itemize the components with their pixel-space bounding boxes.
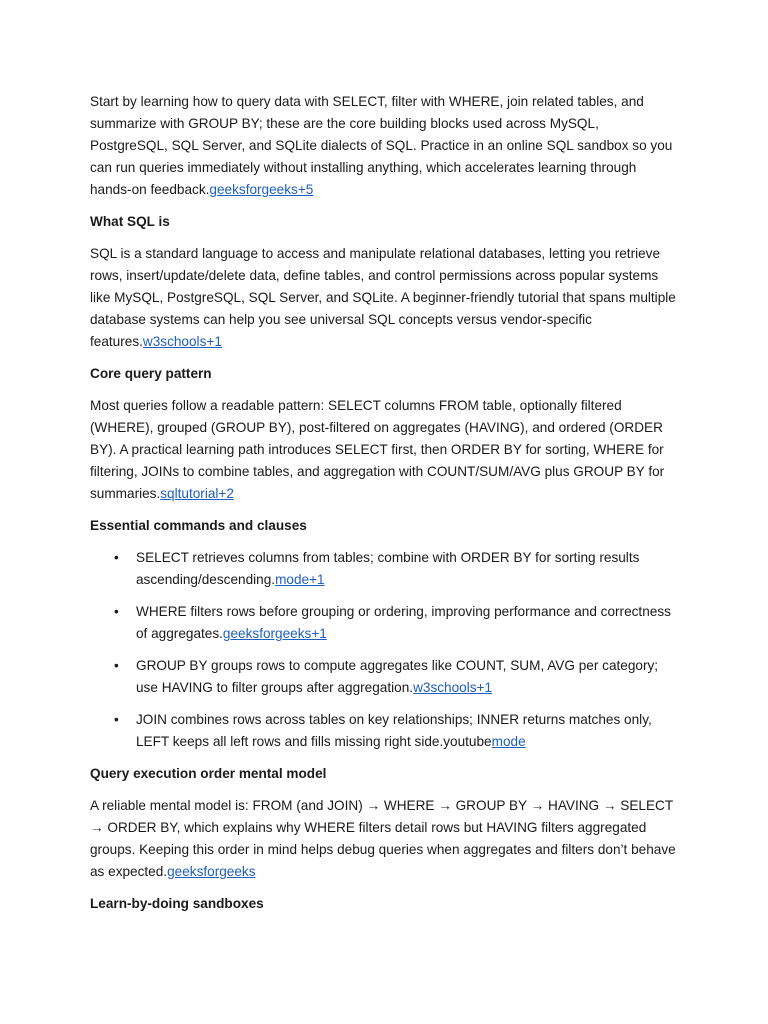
intro-paragraph-text: Start by learning how to query data with SELECT, filter with WHERE, join related tables, and summarize with GROUP BY; these are the core building blocks used across MySQL, PostgreSQL, SQL Server, and SQLite dialects of SQL. Practice in an online SQL sandbox so you can run queries immediately without installing anything, which accelerates learning through hands-on feedback. xyxy=(90,94,673,197)
source-link-w3schools[interactable]: w3schools+1 xyxy=(142,334,222,349)
bullet-icon: • xyxy=(114,658,119,673)
list-item xyxy=(90,655,680,699)
heading-sandboxes: Learn-by-doing sandboxes xyxy=(90,896,264,911)
bullet-icon: • xyxy=(114,712,119,727)
source-link-mode[interactable]: mode+1 xyxy=(275,572,325,587)
source-link-sqltutorial[interactable]: sqltutorial+2 xyxy=(160,486,234,501)
what-sql-paragraph-text: SQL is a standard language to access and manipulate relational databases, letting you retrieve rows, insert/update/delete data, define tables, and control permissions across popular systems like MySQL, PostgreSQL, SQL Server, and SQLite. A beginner-friendly tutorial that spans multiple database systems can help you see universal SQL concepts versus vendor-specific features. xyxy=(90,246,676,349)
bullet-icon: • xyxy=(114,604,119,619)
core-query-paragraph-text: Most queries follow a readable pattern: SELECT columns FROM table, optionally filtered (WHERE), grouped (GROUP BY), post-filtered on aggregates (HAVING), and ordered (ORDER BY). A practical learning path introduces SELECT first, then ORDER BY for sorting, WHERE for filtering, JOINs to combine tables, and aggregation with COUNT/SUM/AVG plus GROUP BY for summaries. xyxy=(90,398,665,501)
source-link-geeksforgeeks[interactable]: geeksforgeeks xyxy=(167,864,256,879)
heading-core-query-pattern: Core query pattern xyxy=(90,366,212,381)
list-item-text: SELECT retrieves columns from tables; combine with ORDER BY for sorting results ascending/descending. xyxy=(136,550,640,587)
source-link-geeksforgeeks[interactable]: geeksforgeeks+5 xyxy=(209,182,314,197)
execution-order-paragraph xyxy=(90,795,680,883)
source-link-mode[interactable]: mode xyxy=(491,734,526,749)
heading-what-sql-is: What SQL is xyxy=(90,214,170,229)
source-link-geeksforgeeks[interactable]: geeksforgeeks+1 xyxy=(222,626,327,641)
execution-order-paragraph-text: A reliable mental model is: FROM (and JOIN) → WHERE → GROUP BY → HAVING → SELECT → ORDER BY, which explains why WHERE filters detail rows but HAVING filters aggregated groups. Keeping this order in mind helps debug queries when aggregates and filters don’t behave as expected. xyxy=(90,798,676,879)
list-item-text: WHERE filters rows before grouping or ordering, improving performance and correctness of aggregates. xyxy=(136,604,671,641)
list-item xyxy=(90,709,680,753)
heading-essential-commands: Essential commands and clauses xyxy=(90,518,307,533)
source-link-w3schools[interactable]: w3schools+1 xyxy=(413,680,493,695)
list-item-text: GROUP BY groups rows to compute aggregates like COUNT, SUM, AVG per category; use HAVING to filter groups after aggregation. xyxy=(136,658,659,695)
heading-execution-order: Query execution order mental model xyxy=(90,766,327,781)
intro-paragraph xyxy=(90,91,680,201)
what-sql-paragraph xyxy=(90,243,680,353)
list-item xyxy=(90,547,680,591)
core-query-paragraph xyxy=(90,395,680,505)
bullet-icon: • xyxy=(114,550,119,565)
list-item-text: JOIN combines rows across tables on key relationships; INNER returns matches only, LEFT keeps all left rows and fills missing right side.youtube xyxy=(136,712,652,749)
list-item xyxy=(90,601,680,645)
essential-commands-list xyxy=(90,547,680,753)
